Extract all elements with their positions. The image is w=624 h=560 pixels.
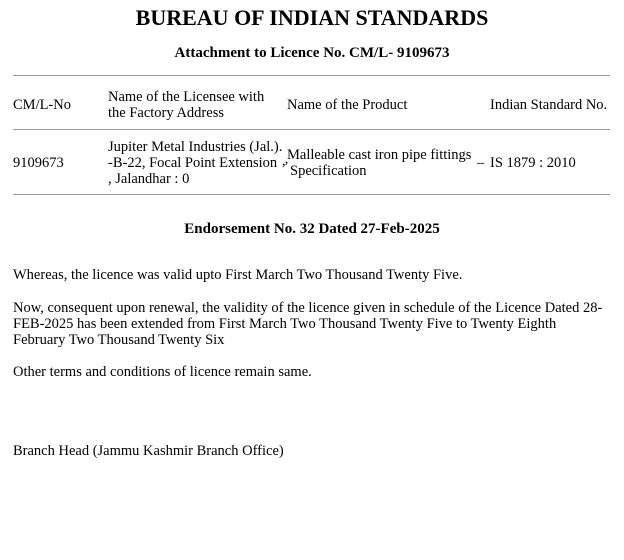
header-licensee-line1: Name of the Licensee with [108, 89, 265, 105]
header-licensee-line2: the Factory Address [108, 105, 224, 121]
renewal-line1: Now, consequent upon renewal, the validity of the licence given in schedule of the Licence Dated 28- [13, 300, 603, 316]
row-standard: IS 1879 : 2010 [490, 155, 576, 171]
row-licensee-line3: , Jalandhar : 0 [108, 171, 190, 187]
endorsement-heading: Endorsement No. 32 Dated 27-Feb-2025 [184, 221, 440, 237]
row-licensee-line2: -B-22, Focal Point Extension [108, 155, 278, 171]
row-product-apostrophe: ’ [284, 159, 289, 175]
table-header-divider [13, 129, 610, 130]
row-product-line1: Malleable cast iron pipe fittings [287, 147, 472, 163]
header-standard: Indian Standard No. [490, 97, 608, 113]
row-dash: – [477, 155, 485, 171]
table-top-divider [13, 75, 610, 76]
table-bottom-divider [13, 194, 610, 195]
renewal-line2: FEB-2025 has been extended from First March Two Thousand Twenty Five to Twenty Eighth [13, 316, 557, 332]
header-product: Name of the Product [287, 97, 408, 113]
renewal-line3: February Two Thousand Twenty Six [13, 332, 225, 348]
endorsement-para-validity: Whereas, the licence was valid upto First March Two Thousand Twenty Five. [13, 267, 463, 283]
row-licensee-line1: Jupiter Metal Industries (Jal.). [108, 139, 283, 155]
row-licensee-comma: , [282, 153, 286, 169]
signature-line: Branch Head (Jammu Kashmir Branch Office) [13, 443, 284, 459]
row-cml-no: 9109673 [13, 155, 64, 171]
endorsement-para-terms: Other terms and conditions of licence remain same. [13, 364, 312, 380]
header-cml-no: CM/L-No [13, 97, 71, 113]
document-title: BUREAU OF INDIAN STANDARDS [135, 5, 489, 30]
row-product-line2: Specification [290, 163, 367, 179]
licence-attachment-subtitle: Attachment to Licence No. CM/L- 9109673 [174, 45, 450, 61]
